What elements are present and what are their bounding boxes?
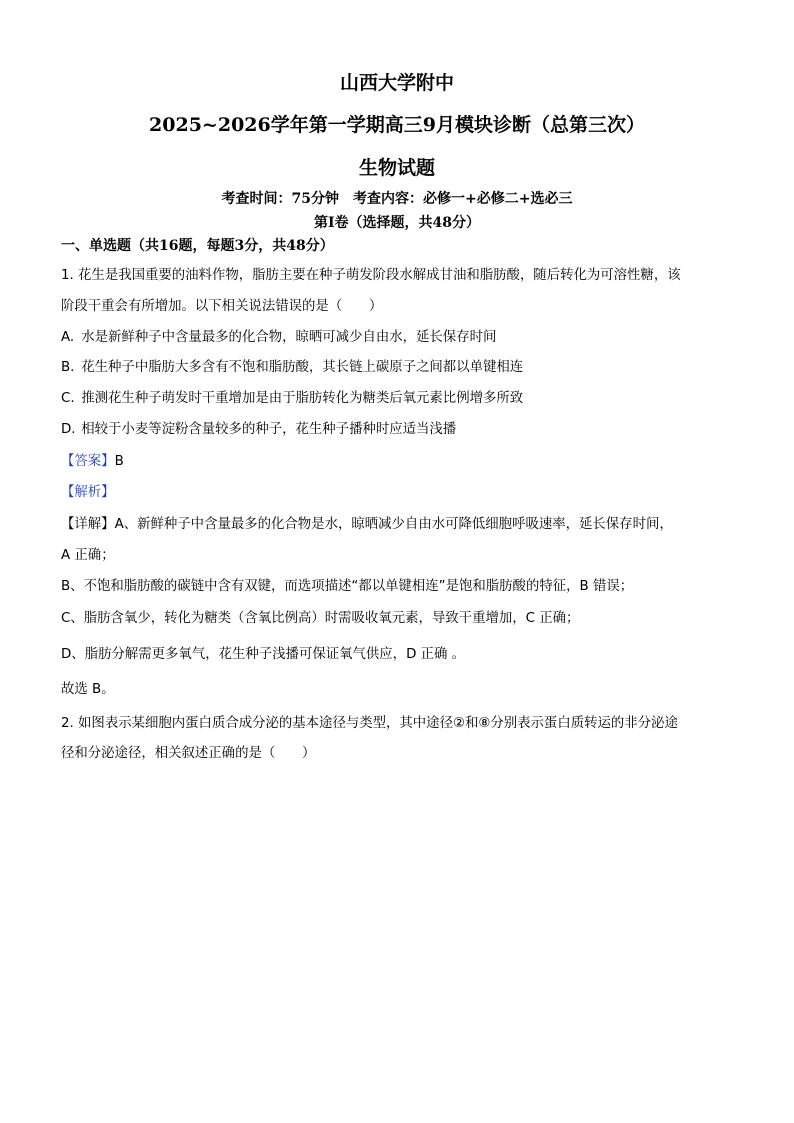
option-label: C. bbox=[61, 391, 75, 406]
q1-option-b bbox=[61, 358, 741, 378]
q1-stem-line2: 阶段干重会有所增加。以下相关说法错误的是（ ） bbox=[61, 299, 383, 314]
q2-stem-line2: 径和分泌途径，相关叙述正确的是（ ） bbox=[61, 746, 316, 761]
q1-detail-c: C、脂肪含氧少，转化为糖类（含氧比例高）时需吸收氧元素，导致干重增加，C 正确； bbox=[61, 611, 580, 626]
section-heading: 一、单选题（共16题，每题3分，共48分） bbox=[61, 238, 334, 254]
option-label: D. bbox=[61, 422, 76, 437]
option-text: 花生种子中脂肪大多含有不饱和脂肪酸，其长链上碳原子之间都以单键相连 bbox=[81, 360, 524, 375]
analysis-tag: 【解析】 bbox=[61, 485, 115, 500]
q1-conclusion: 故选 B。 bbox=[61, 682, 115, 697]
q1-detail-b: B、不饱和脂肪酸的碳链中含有双键，而选项描述“都以单键相连”是饱和脂肪酸的特征，B 错误； bbox=[61, 579, 634, 594]
part-title: 第Ⅰ卷（选择题，共48分） bbox=[313, 215, 481, 231]
detail-text: A、新鲜种子中含量最多的化合物是水，晾晒减少自由水可降低细胞呼吸速率，延长保存时间， bbox=[114, 517, 673, 532]
answer-value: B bbox=[114, 454, 124, 469]
q1-option-a bbox=[61, 328, 741, 348]
q1-detail-d: D、脂肪分解需更多氧气，花生种子浅播可保证氧气供应，D 正确 。 bbox=[61, 647, 466, 662]
answer-tag: 【答案】 bbox=[61, 454, 115, 469]
option-text: 相较于小麦等淀粉含量较多的种子，花生种子播种时应适当浅播 bbox=[81, 422, 457, 437]
option-label: A. bbox=[61, 330, 75, 345]
exam-title: 2025~2026学年第一学期高三9月模块诊断（总第三次） bbox=[149, 114, 645, 136]
q2-stem-line1: 2. 如图表示某细胞内蛋白质合成分泌的基本途径与类型，其中途径②和⑧分别表示蛋白质转运的非分泌途 bbox=[61, 716, 678, 731]
option-text: 推测花生种子萌发时干重增加是由于脂肪转化为糖类后氧元素比例增多所致 bbox=[81, 391, 524, 406]
exam-info: 考查时间：75分钟 考查内容：必修一+必修二+选必三 bbox=[221, 191, 573, 207]
q1-stem-line1: 1. 花生是我国重要的油料作物，脂肪主要在种子萌发阶段水解成甘油和脂肪酸，随后转化为可溶性糖，该 bbox=[61, 268, 681, 283]
option-label: B. bbox=[61, 360, 75, 375]
option-text: 水是新鲜种子中含量最多的化合物，晾晒可减少自由水，延长保存时间 bbox=[81, 330, 497, 345]
q1-option-c bbox=[61, 389, 741, 409]
school-name: 山西大学附中 bbox=[339, 72, 454, 94]
q1-analysis bbox=[61, 483, 741, 503]
q1-detail-line1 bbox=[61, 515, 741, 535]
subject-title: 生物试题 bbox=[358, 157, 435, 179]
q1-answer bbox=[61, 452, 741, 472]
detail-tag: 【详解】 bbox=[61, 517, 115, 532]
q1-detail-line2: A 正确； bbox=[61, 548, 115, 563]
q1-option-d bbox=[61, 420, 741, 440]
